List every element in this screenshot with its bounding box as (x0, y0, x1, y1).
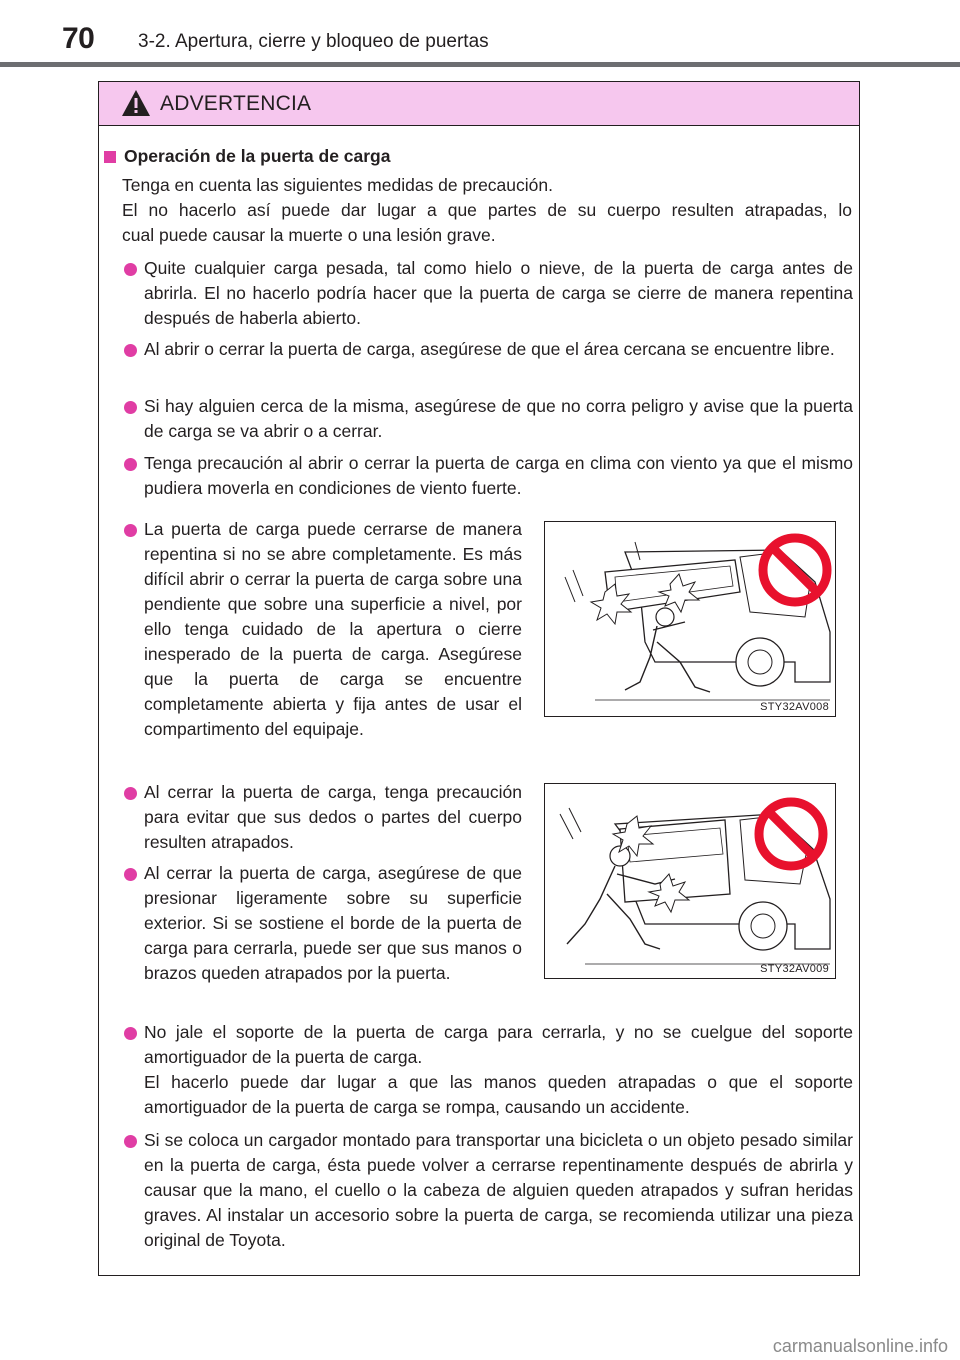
round-bullet-icon (124, 1135, 137, 1148)
bullet-text: La puerta de carga puede cerrarse de manera repentina si no se abre completamente. Es más difícil abrir o cerrar la puerta de carga sobre una pendiente que sobre una superficie a nivel, por ello tenga cuidado de la apertura o cierre inesperado de la puerta de carga. Asegúrese que la puerta de carga se encuentre completamente abierta y fija antes de usar el compartimento del equipaje. (144, 519, 522, 739)
round-bullet-icon (124, 458, 137, 471)
bullet-line: El hacerlo puede dar lugar a que las manos queden atrapadas o que el soporte amortiguador de la puerta de carga se rompa, causando un accidente. (144, 1072, 853, 1117)
figure-cargo-door-pinch (544, 783, 836, 979)
list-item (124, 517, 522, 742)
bullet-line: No jale el soporte de la puerta de carga para cerrarla, y no se cuelgue del soporte amortiguador de la puerta de carga. (144, 1022, 853, 1067)
round-bullet-icon (124, 263, 137, 276)
watermark: carmanualsonline.info (772, 1336, 948, 1356)
round-bullet-icon (124, 787, 137, 800)
page-header (0, 0, 960, 66)
header-divider (0, 62, 960, 67)
list-item (124, 861, 522, 986)
page-number: 70 (62, 22, 95, 55)
intro-line: cual puede causar la muerte o una lesión grave. (122, 225, 496, 245)
round-bullet-icon (124, 344, 137, 357)
list-item (124, 1128, 853, 1253)
bullet-text: Al cerrar la puerta de carga, tenga precaución para evitar que sus dedos o partes del cuerpo resulten atrapados. (144, 782, 522, 852)
round-bullet-icon (124, 524, 137, 537)
round-bullet-icon (124, 401, 137, 414)
round-bullet-icon (124, 1027, 137, 1040)
cargo-door-illustration (545, 522, 835, 716)
warning-triangle-icon (121, 89, 151, 117)
section-title: 3-2. Apertura, cierre y bloqueo de puertas (138, 31, 489, 52)
intro-line: Tenga en cuenta las siguientes medidas de precaución. (122, 175, 553, 195)
bullet-text: Si se coloca un cargador montado para transportar una bicicleta o un objeto pesado similar en la puerta de carga, ésta puede volver a cerrarse repentinamente después de abrirla y causar que la mano, el cuello o la cabeza de alguien queden atrapados y sufran heridas graves. Al instalar un accesorio sobre la puerta de carga, se recomienda utilizar una pieza original de Toyota. (144, 1130, 853, 1250)
bullet-text: Si hay alguien cerca de la misma, asegúrese de que no corra peligro y avise que la puerta de carga se va abrir o a cerrar. (144, 396, 853, 441)
bullet-text: Quite cualquier carga pesada, tal como hielo o nieve, de la puerta de carga antes de abrirla. El no hacerlo podría hacer que la puerta de carga se cierre de manera repentina después de haberla abierto. (144, 258, 853, 328)
warning-title: ADVERTENCIA (160, 92, 312, 115)
bullet-text: Al cerrar la puerta de carga, asegúrese de que presionar ligeramente sobre su superficie exterior. Si se sostiene el borde de la puerta de carga para cerrarla, puede ser que sus manos o brazos queden atrapados por la puerta. (144, 863, 522, 983)
intro-line: El no hacerlo así puede dar lugar a que partes de su cuerpo resulten atrapadas, lo (122, 200, 852, 220)
square-bullet-icon (104, 151, 116, 163)
list-item (124, 337, 853, 362)
figure-code: STY32AV008 (760, 701, 829, 713)
list-item (124, 780, 522, 855)
list-item (124, 1020, 853, 1120)
topic-text: Operación de la puerta de carga (124, 146, 391, 166)
figure-cargo-door-sudden-close (544, 521, 836, 717)
bullet-text (144, 1020, 853, 1120)
cargo-door-pinch-illustration (545, 784, 835, 978)
intro-paragraph (122, 173, 852, 248)
figure-code: STY32AV009 (760, 963, 829, 975)
list-item (124, 451, 853, 501)
topic-heading (104, 146, 390, 167)
bullet-text: Al abrir o cerrar la puerta de carga, asegúrese de que el área cercana se encuentre libre. (144, 339, 835, 359)
bullet-text: Tenga precaución al abrir o cerrar la puerta de carga en clima con viento ya que el mismo pudiera moverla en condiciones de viento fuerte. (144, 453, 853, 498)
warning-header (99, 82, 859, 126)
list-item (124, 394, 853, 444)
round-bullet-icon (124, 868, 137, 881)
list-item (124, 256, 853, 331)
